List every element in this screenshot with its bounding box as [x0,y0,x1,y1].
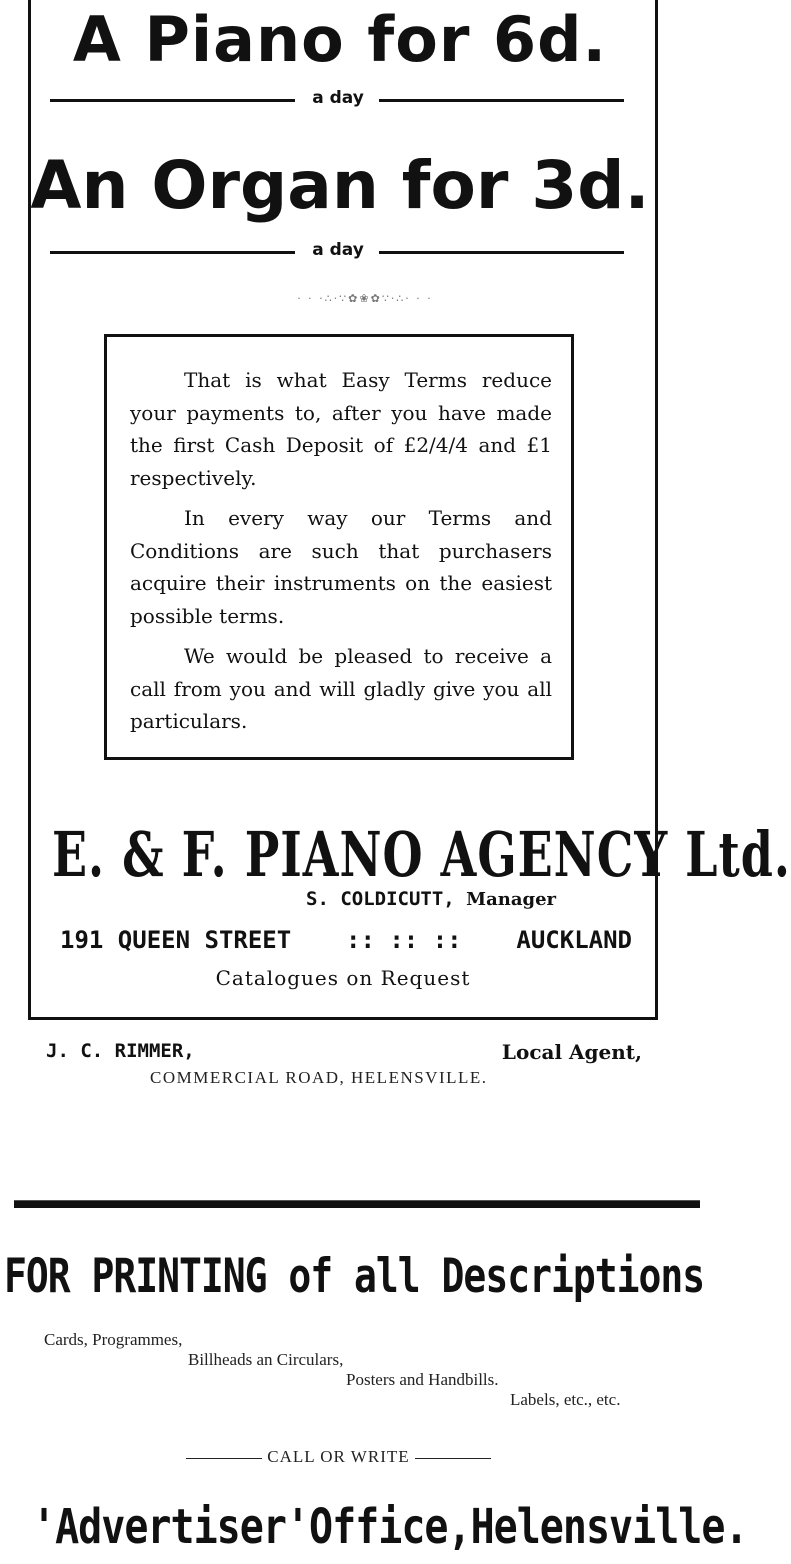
manager-name: S. COLDICUTT, [306,888,455,910]
dash-right [415,1458,491,1459]
manager-role: Manager [466,889,557,910]
rule-line-right [379,251,624,254]
local-agent-label: Local Agent, [501,1040,642,1064]
terms-paragraph-1: That is what Easy Terms reduce your payments to, after you have made the first Cash Deposit of £2/4/4 and £1 respectively. [130,368,552,490]
service-item: Posters and Handbills. [346,1370,499,1389]
agency-name: E. & F. PIANO AGENCY Ltd. [52,818,791,891]
local-agent-name: J. C. RIMMER, [46,1040,195,1062]
local-agent-address: COMMERCIAL ROAD, HELENSVILLE. [150,1068,488,1087]
service-item: Billheads an Circulars, [188,1350,344,1369]
section-divider [14,1200,700,1208]
office-word-3: Helensville. [470,1500,748,1556]
terms-paragraph-2: In every way our Terms and Conditions are such that purchasers acquire their instruments on the easiest possible terms. [130,506,552,628]
call-or-write-line [186,1447,491,1467]
decorative-ornament-icon: · · ·∴·∵✿❀✿∵·∴· · · [297,292,433,305]
agency-address [60,926,632,954]
terms-text [130,364,552,746]
dash-left [186,1458,262,1459]
address-street: 191 QUEEN STREET [60,926,292,954]
local-agent-line [46,1040,642,1064]
rule-line-left [50,251,295,254]
headline-piano: A Piano for 6d. [72,3,608,76]
service-item: Cards, Programmes, [44,1330,183,1349]
address-city: AUCKLAND [516,926,632,954]
per-day-label: a day [312,88,364,108]
rule-line-left [50,99,295,102]
office-line [32,1500,748,1556]
rule-line-right [379,99,624,102]
office-word-1: 'Advertiser' [32,1500,309,1556]
manager-line [306,888,556,910]
office-word-2: Office, [308,1500,471,1556]
service-item: Labels, etc., etc. [510,1390,621,1409]
printing-title: FOR PRINTING of all Descriptions [4,1248,705,1303]
per-day-rule-2 [50,242,624,262]
headline-organ: An Organ for 3d. [30,147,650,224]
address-separators: :: :: :: [346,926,462,954]
terms-paragraph-3: We would be pleased to receive a call from you and will gladly give you all particulars. [130,644,552,733]
catalogues-note: Catalogues on Request [215,966,471,990]
per-day-rule-1 [50,90,624,110]
call-or-write-text: CALL OR WRITE [267,1447,410,1466]
per-day-label: a day [312,240,364,260]
